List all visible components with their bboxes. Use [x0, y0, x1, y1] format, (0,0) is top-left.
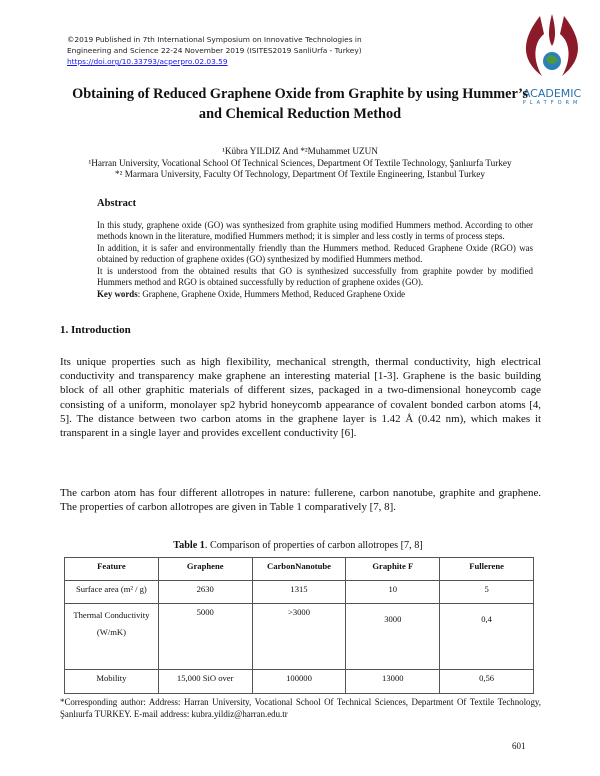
publication-header — [67, 34, 362, 67]
logo-text: ACADEMIC — [522, 87, 582, 100]
table-cell: Surface area (m² / g) — [65, 581, 159, 604]
table-caption-label: Table 1 — [173, 540, 205, 551]
abstract-paragraph: In this study, graphene oxide (GO) was synthesized from graphite using modified Hummers method. According to other methods known in the literature, modified Hummers method; it is simpler and less costly in terms of process steps. — [97, 220, 533, 242]
abstract-paragraph: It is understood from the obtained results that GO is synthesized successfully from graphite powder by modified Hummers method and RGO is obtained successfully by reduction of graphene oxides (GO). — [97, 265, 533, 288]
table-cell: 2630 — [158, 581, 252, 604]
affiliation-1: ¹Harran University, Vocational School Of Technical Sciences, Department Of Textile Technology, Şanlıurfa Turkey — [88, 157, 512, 168]
author-block — [40, 146, 560, 181]
keywords-list: : Graphene, Graphene Oxide, Hummers Method, Reduced Graphene Oxide — [137, 289, 406, 299]
abstract-heading: Abstract — [97, 198, 137, 209]
authors: ¹Kübra YILDIZ And *²Muhammet UZUN — [222, 146, 378, 156]
intro-paragraph-1: Its unique properties such as high flexibility, mechanical strength, thermal conductivity, high electrical conductivity and transparency make graphene an interesting material [1-3]. Graphene is the basic building block of all other graphitic materials of different sizes, packaged in a two-dimensional honeycomb cage consisting of a uniform, monolayer sp2 hybrid honeycomb appearance of covalent bonded carbon atoms [4, 5]. The distance between two carbon atoms in the graphene layer is 1.42 Å (0.42 nm), which makes it transparent in a single layer and provides excellent conductivity [6]. — [60, 356, 541, 440]
table-cell: 0,56 — [440, 670, 534, 694]
logo-subtext: PLATFORM — [522, 100, 582, 106]
table-cell: 100000 — [252, 670, 346, 694]
abstract-paragraph: In addition, it is safer and environmentally friendly than the Hummers method. Reduced Graphene Oxide (RGO) was obtained by reduction of graphene oxides (GO) synthesized by modified Hummers method. — [97, 242, 533, 265]
table-row — [65, 670, 534, 694]
table-header: Graphene — [158, 558, 252, 581]
keywords-label: Key words — [97, 289, 138, 299]
intro-paragraph-2: The carbon atom has four different allotropes in nature: fullerene, carbon nanotube, graphite and graphene. The properties of carbon allotropes are given in Table 1 comparatively [7, 8]. — [60, 487, 541, 514]
table-header: Graphite F — [346, 558, 440, 581]
table-cell: >3000 — [252, 604, 346, 670]
header-line-1: ©2019 Published in 7th International Symposium on Innovative Technologies in — [67, 35, 362, 44]
table-cell: 5 — [440, 581, 534, 604]
abstract-body — [97, 220, 533, 288]
table-header-row — [65, 558, 534, 581]
flame-globe-icon — [512, 14, 592, 84]
table-cell: 10 — [346, 581, 440, 604]
section-heading-introduction: 1. Introduction — [60, 324, 131, 336]
table-cell: 15,000 SiO over — [158, 670, 252, 694]
table-cell: Thermal Conductivity (W/mK) — [65, 604, 159, 670]
page-number: 601 — [512, 741, 526, 751]
table-header: Fullerene — [440, 558, 534, 581]
table-cell: 0,4 — [440, 604, 534, 670]
keywords — [97, 289, 405, 299]
table-row — [65, 581, 534, 604]
table-caption — [60, 540, 536, 551]
table-cell: 1315 — [252, 581, 346, 604]
affiliation-2: *² Marmara University, Faculty Of Technology, Department Of Textile Engineering, Istanbul Turkey — [115, 169, 485, 179]
paper-title: Obtaining of Reduced Graphene Oxide from Graphite by using Hummer’s and Chemical Reduction Method — [72, 86, 528, 122]
table-cell: 3000 — [346, 604, 440, 670]
allotropes-table — [64, 557, 534, 694]
doi-link[interactable]: https://doi.org/10.33793/acperpro.02.03.59 — [67, 57, 228, 66]
table-cell: 13000 — [346, 670, 440, 694]
table-header: Feature — [65, 558, 159, 581]
table-cell: 5000 — [158, 604, 252, 670]
table-caption-text: . Comparison of properties of carbon allotropes [7, 8] — [204, 540, 423, 551]
table-row — [65, 604, 534, 670]
corresponding-author-footnote: *Corresponding author: Address: Harran University, Vocational School Of Technical Sciences, Department Of Textile Technology, Şanlıurfa TURKEY. E-mail address: kubra.yildiz@harran.edu.tr — [60, 697, 541, 719]
header-line-2: Engineering and Science 22-24 November 2019 (ISITES2019 SanliUrfa - Turkey) — [67, 46, 362, 55]
table-cell: Mobility — [65, 670, 159, 694]
table-header: CarbonNanotube — [252, 558, 346, 581]
